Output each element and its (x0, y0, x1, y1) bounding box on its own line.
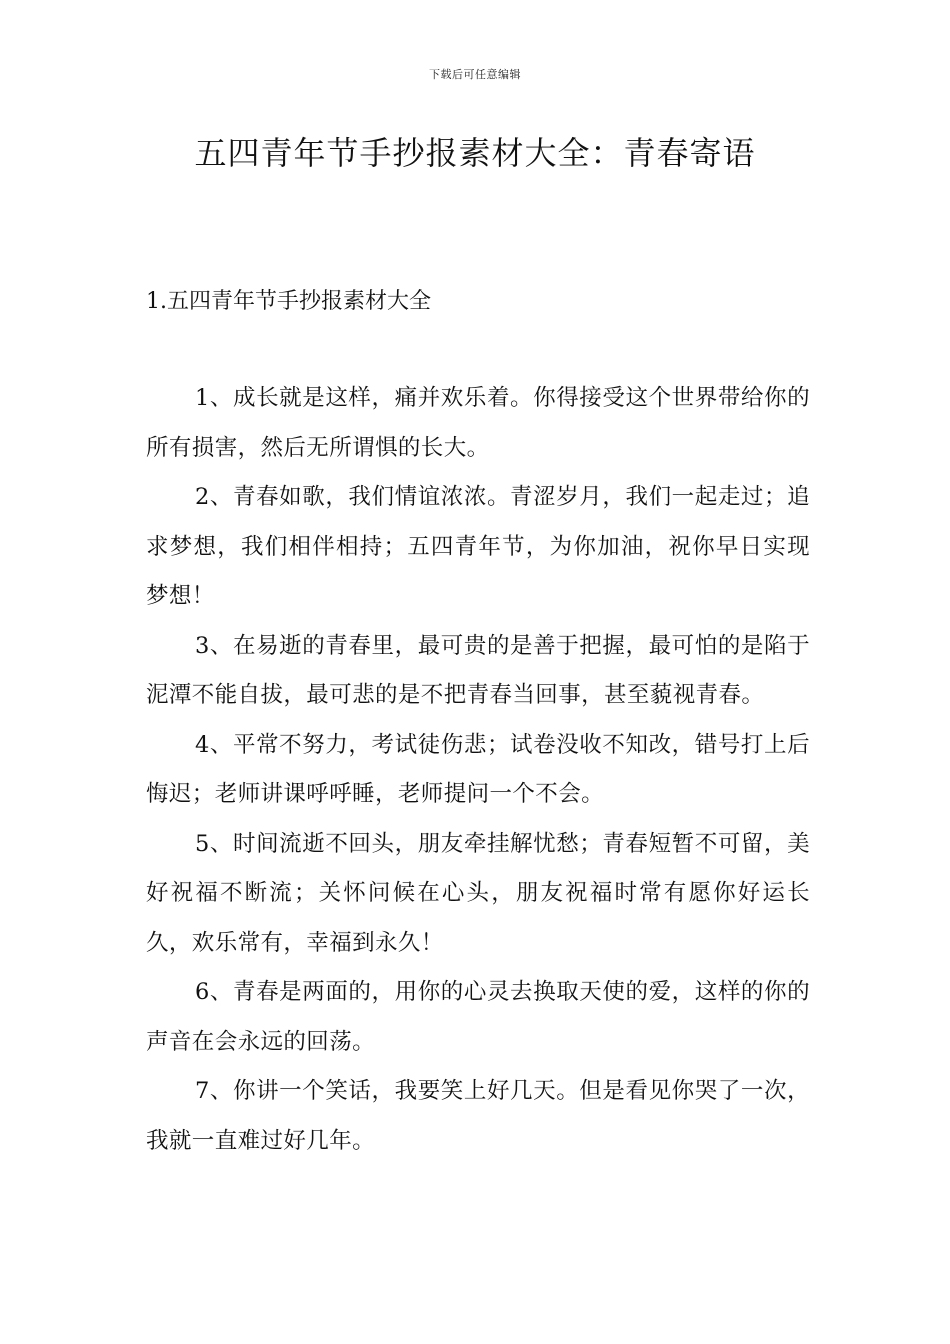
section-heading: 1.五四青年节手抄报素材大全 (146, 289, 431, 314)
paragraph-2: 2、青春如歌，我们情谊浓浓。青涩岁月，我们一起走过；追求梦想，我们相伴相持；五四青年节，为你加油，祝你早日实现梦想！ (146, 484, 810, 609)
paragraph-5: 5、时间流逝不回头，朋友牵挂解忧愁；青春短暂不可留，美好祝福不断流；关怀问候在心头，朋友祝福时常有愿你好运长久，欢乐常有，幸福到永久！ (146, 830, 810, 956)
body-text (146, 374, 810, 1166)
paragraph-4: 4、平常不努力，考试徒伤悲；试卷没收不知改，错号打上后悔迟；老师讲课呼呼睡，老师提问一个不会。 (146, 731, 810, 807)
paragraph-1: 1、成长就是这样，痛并欢乐着。你得接受这个世界带给你的所有损害，然后无所谓惧的长大。 (146, 385, 810, 461)
paragraph-6: 6、青春是两面的，用你的心灵去换取天使的爱，这样的你的声音在会永远的回荡。 (146, 979, 810, 1055)
paragraph-3: 3、在易逝的青春里，最可贵的是善于把握，最可怕的是陷于泥潭不能自拔，最可悲的是不把青春当回事，甚至藐视青春。 (146, 632, 810, 708)
header-note: 下载后可任意编辑 (429, 68, 521, 81)
paragraph-7: 7、你讲一个笑话，我要笑上好几天。但是看见你哭了一次，我就一直难过好几年。 (146, 1078, 810, 1154)
document-title: 五四青年节手抄报素材大全：青春寄语 (194, 134, 756, 172)
